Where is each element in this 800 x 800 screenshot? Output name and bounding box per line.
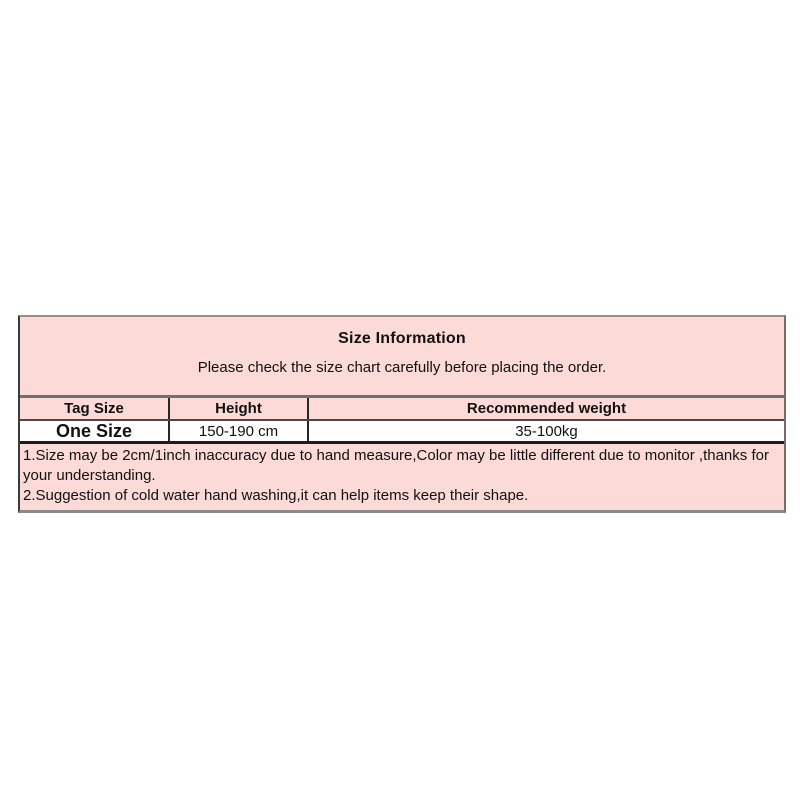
size-chart-data-row [20,421,784,444]
size-check-subtitle: Please check the size chart carefully before placing the order. [197,359,607,376]
table-title-section [20,317,784,398]
size-information-title: Size Information [338,330,466,347]
header-cell-tag-size: Tag Size [64,400,124,417]
cell-height-value: 150-190 cm [168,421,309,441]
header-cell-recommended-weight: Recommended weight [466,400,627,417]
size-chart-header-row [20,398,784,421]
notes-section [20,444,784,510]
note-washing-suggestion: 2.Suggestion of cold water hand washing,it can help items keep their shape. [23,487,529,504]
size-information-table [18,315,786,513]
header-cell-height: Height [168,398,309,419]
cell-recommended-weight-value: 35-100kg [515,422,578,440]
cell-tag-size-value: One Size [55,420,133,441]
note-measure-accuracy: 1.Size may be 2cm/1inch inaccuracy due to hand measure,Color may be little different due to monitor ,thanks for your understanding. [23,447,769,484]
